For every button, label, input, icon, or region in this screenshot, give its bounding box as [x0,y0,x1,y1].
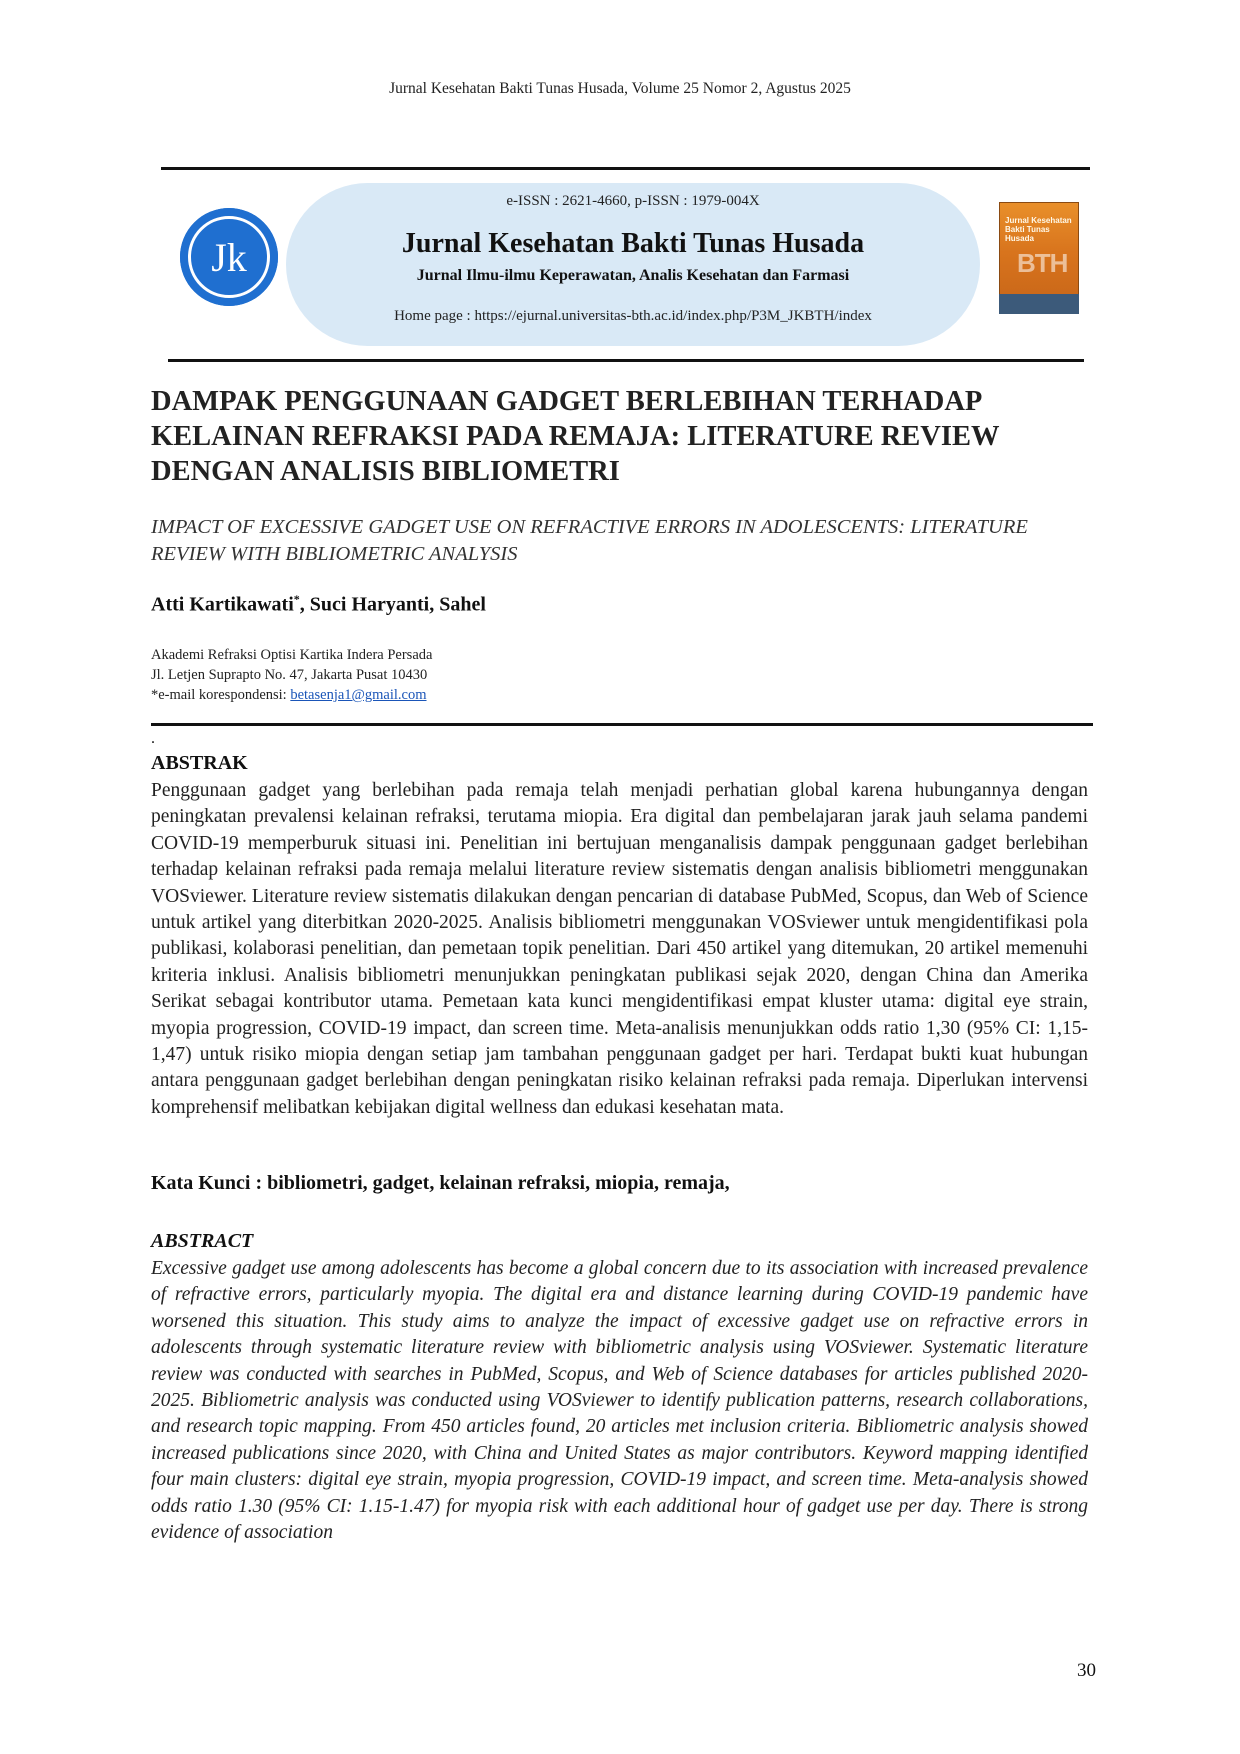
cover-mark: BTH [1017,248,1068,278]
article-title-english: IMPACT OF EXCESSIVE GADGET USE ON REFRACTIVE ERRORS IN ADOLESCENTS: LITERATURE REVIEW WITH BIBLIOMETRIC ANALYSIS [151,516,1028,565]
journal-title: Jurnal Kesehatan Bakti Tunas Husada [401,228,865,259]
author-list [151,592,1091,617]
journal-homepage: Home page : https://ejurnal.universitas-bth.ac.id/index.php/P3M_JKBTH/index [394,308,872,324]
abstrak-heading: ABSTRAK [151,752,248,774]
affiliation-institution: Akademi Refraksi Optisi Kartika Indera Persada [151,647,433,663]
email-link[interactable]: betasenja1@gmail.com [290,687,427,703]
cover-title: Jurnal Kesehatan Bakti Tunas Husada [1005,216,1072,243]
journal-logo [180,208,278,306]
author-primary: Atti Kartikawati [151,593,294,616]
affiliation-email-line [151,685,1091,705]
author-others: , Suci Haryanti, Sahel [299,593,486,616]
running-head: Jurnal Kesehatan Bakti Tunas Husada, Volume 25 Nomor 2, Agustus 2025 [389,80,851,97]
journal-cover-image [999,202,1079,314]
page-number: 30 [1077,1660,1096,1681]
journal-subtitle: Jurnal Ilmu-ilmu Keperawatan, Analis Kesehatan dan Farmasi [416,267,850,284]
abstract-body: Excessive gadget use among adolescents has become a global concern due to its association with increased prevalence of refractive errors, particularly myopia. The digital era and distance learning during COVID-19 pandemic have worsened this situation. This study aims to analyze the impact of excessive gadget use on refractive errors in adolescents through systematic literature review with bibliometric analysis using VOSviewer. Systematic literature review was conducted with searches in PubMed, Scopus, and Web of Science databases for articles published 2020-2025. Bibliometric analysis was conducted using VOSviewer to identify publication patterns, research collaborations, and research topic mapping. From 450 articles found, 20 articles met inclusion criteria. Bibliometric analysis showed increased publications since 2020, with China and United States as major contributors. Keyword mapping identified four main clusters: digital eye strain, myopia progression, COVID-19 impact, and screen time. Meta-analysis showed odds ratio 1.30 (95% CI: 1.15-1.47) for myopia risk with each additional hour of gadget use per day. There is strong evidence of association [151,1258,1088,1544]
separator-dot: . [151,730,155,747]
affiliation-address: Jl. Letjen Suprapto No. 47, Jakarta Pusat 10430 [151,667,428,683]
cover-band [999,294,1079,314]
affiliation-rule [151,723,1093,726]
article-title: DAMPAK PENGGUNAAN GADGET BERLEBIHAN TERHADAP KELAINAN REFRAKSI PADA REMAJA: LITERATURE REVIEW DENGAN ANALISIS BIBLIOMETRI [151,386,999,487]
header-rule-top [161,167,1090,170]
logo-ring [188,216,270,298]
keywords-indonesian: Kata Kunci : bibliometri, gadget, kelainan refraksi, miopia, remaja, [151,1172,730,1194]
affiliation-block [151,645,1091,705]
logo-mark: Jk [211,235,247,280]
header-rule-bottom [168,359,1084,362]
abstrak-body: Penggunaan gadget yang berlebihan pada remaja telah menjadi perhatian global karena hubungannya dengan peningkatan prevalensi kelainan refraksi, terutama miopia. Era digital dan pembelajaran jarak jauh selama pandemi COVID-19 memperburuk situasi ini. Penelitian ini bertujuan menganalisis dampak penggunaan gadget berlebihan terhadap kelainan refraksi pada remaja melalui literature review sistematis dengan analisis bibliometri menggunakan VOSviewer. Literature review sistematis dilakukan dengan pencarian di database PubMed, Scopus, dan Web of Science untuk artikel yang diterbitkan 2020-2025. Analisis bibliometri menggunakan VOSviewer untuk mengidentifikasi pola publikasi, kolaborasi penelitian, dan pemetaan topik penelitian. Dari 450 artikel yang ditemukan, 20 artikel memenuhi kriteria inklusi. Analisis bibliometri menunjukkan peningkatan publikasi sejak 2020, dengan China dan Amerika Serikat sebagai kontributor utama. Pemetaan kata kunci mengidentifikasi empat kluster utama: digital eye strain, myopia progression, COVID-19 impact, dan screen time. Meta-analisis menunjukkan odds ratio 1,30 (95% CI: 1,15-1,47) untuk risiko miopia dengan setiap jam tambahan penggunaan gadget per hari. Terdapat bukti kuat hubungan antara penggunaan gadget berlebihan dengan peningkatan risiko kelainan refraksi pada remaja. Diperlukan intervensi komprehensif melibatkan kebijakan digital wellness dan edukasi kesehatan mata. [151,780,1088,1118]
jk-logo-icon [199,227,259,287]
abstract-heading: ABSTRACT [151,1230,254,1252]
email-label: *e-mail korespondensi: [151,687,291,703]
corresponding-mark: * [293,592,300,606]
journal-issn: e-ISSN : 2621-4660, p-ISSN : 1979-004X [506,193,760,209]
